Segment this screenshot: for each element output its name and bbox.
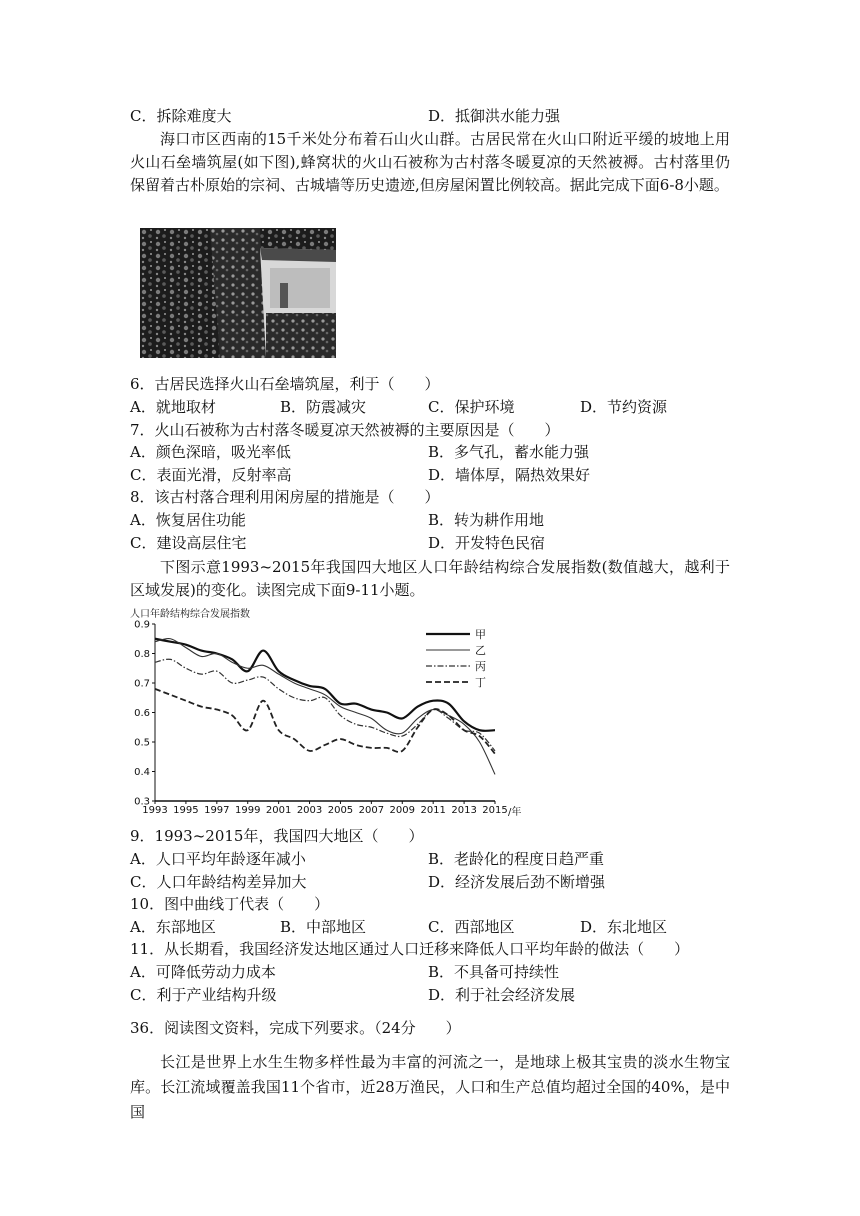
q8-option-d: D．开发特色民宿: [428, 534, 546, 552]
legend-label-4: 丁: [475, 676, 486, 689]
q6-option-a: A．就地取材: [130, 398, 216, 416]
x-tick-label: 1997: [204, 805, 230, 816]
q6-option-c: C．保护环境: [428, 398, 515, 416]
x-tick-label: 2013: [451, 805, 477, 816]
q10-option-d: D．东北地区: [580, 918, 668, 936]
q8-option-b: B．转为耕作用地: [428, 511, 545, 529]
q7-option-c: C．表面光滑，反射率高: [130, 466, 292, 484]
x-tick-label: 1995: [173, 805, 199, 816]
x-tick-label: 2007: [358, 805, 385, 816]
y-tick-label: 0.5: [134, 737, 150, 749]
q11-stem: 11．从长期看，我国经济发达地区通过人口迁移来降低人口平均年龄的做法（ ）: [130, 940, 690, 958]
q6-stem: 6．古居民选择火山石垒墙筑屋，利于（ ）: [130, 375, 440, 393]
x-tick-label: 1993: [142, 805, 168, 816]
y-tick-label: 0.3: [134, 796, 150, 808]
q7-options-cd: [130, 465, 730, 485]
q9-option-a: A．人口平均年龄逐年减小: [130, 850, 306, 868]
x-tick-label: 2003: [296, 805, 323, 816]
q10-stem: 10．图中曲线丁代表（ ）: [130, 895, 330, 913]
passage-volcanic-village: 海口市区西南的15千米处分布着石山火山群。古居民常在火山口附近平缓的坡地上用火山石垒墙筑屋(如下图),蜂窝状的火山石被称为古村落冬暖夏凉的天然被褥。古村落里仍保留着古朴原始的宗祠、古城墙等历史遗迹,但房屋闲置比例较高。据此完成下面6-8小题。: [130, 130, 730, 194]
x-tick-label: 2001: [265, 805, 292, 816]
q11-option-a: A．可降低劳动力成本: [130, 963, 276, 981]
q11-options-cd: [130, 985, 730, 1005]
legend-label-2: 乙: [475, 644, 486, 657]
q9-option-d: D．经济发展后劲不断增强: [428, 873, 606, 891]
chart-series: [155, 639, 495, 775]
passage-age-structure: 下图示意1993~2015年我国四大地区人口年龄结构综合发展指数(数值越大，越利于区域发展)的变化。读图完成下面9-11小题。: [130, 558, 730, 599]
q36-stem: 36．阅读图文资料，完成下列要求。（24分 ）: [130, 1019, 461, 1037]
y-axis-label: 人口年龄结构综合发展指数: [130, 609, 250, 620]
stone-wall-illustration: [140, 228, 336, 358]
q9-stem: 9．1993~2015年，我国四大地区（ ）: [130, 827, 424, 845]
chart-legend: [426, 628, 486, 689]
x-tick-label: 1999: [235, 805, 261, 816]
q8-option-c: C．建设高层住宅: [130, 534, 247, 552]
q7-option-a: A．颜色深暗，吸光率低: [130, 443, 291, 461]
q7-option-d: D．墙体厚，隔热效果好: [428, 466, 591, 484]
legend-label-3: 丙: [475, 660, 486, 673]
x-tick-label: 2009: [389, 805, 415, 816]
q11-option-b: B．不具备可持续性: [428, 963, 560, 981]
x-axis-unit-label: /年: [508, 807, 522, 818]
series-line-3: [155, 659, 495, 751]
y-tick-label: 0.7: [134, 678, 150, 690]
x-tick-labels: [142, 801, 507, 816]
y-tick-label: 0.6: [134, 708, 150, 719]
q6-option-d: D．节约资源: [580, 398, 668, 416]
q6-option-b: B．防震减灾: [280, 398, 367, 416]
series-line-2: [155, 639, 495, 775]
q5-option-c: C．拆除难度大: [130, 107, 232, 125]
legend-label-1: 甲: [475, 628, 486, 641]
q10-option-a: A．东部地区: [130, 918, 216, 936]
q8-options-cd: [130, 533, 730, 553]
y-tick-label: 0.9: [134, 619, 150, 631]
q6-options: [130, 397, 730, 417]
q9-option-c: C．人口年龄结构差异加大: [130, 873, 307, 891]
q10-option-b: B．中部地区: [280, 918, 367, 936]
q9-options-cd: [130, 872, 730, 892]
q8-stem: 8．该古村落合理利用闲房屋的措施是（ ）: [130, 488, 440, 506]
q7-options-ab: [130, 442, 730, 462]
series-line-4: [155, 689, 495, 754]
x-tick-label: 2011: [420, 805, 446, 816]
series-line-1: [155, 639, 495, 731]
y-tick-label: 0.8: [134, 649, 150, 660]
q10-options: [130, 917, 730, 937]
q9-options-ab: [130, 849, 730, 869]
q9-option-b: B．老龄化的程度日趋严重: [428, 850, 605, 868]
volcanic-stone-house-photo: [140, 228, 336, 358]
y-tick-labels: [134, 620, 155, 808]
q7-option-b: B．多气孔，蓄水能力强: [428, 443, 590, 461]
q10-option-c: C．西部地区: [428, 918, 515, 936]
passage-yangtze: 长江是世界上水生生物多样性最为丰富的河流之一，是地球上极其宝贵的淡水生物宝库。长江流域覆盖我国11个省市，近28万渔民，人口和生产总值均超过全国的40%，是中国: [130, 1053, 730, 1121]
q5-options: [130, 106, 730, 126]
age-structure-line-chart: [118, 602, 528, 820]
q11-option-d: D．利于社会经济发展: [428, 986, 576, 1004]
q11-options-ab: [130, 962, 730, 982]
q8-options-ab: [130, 510, 730, 530]
q8-option-a: A．恢复居住功能: [130, 511, 246, 529]
x-tick-label: 2005: [327, 805, 354, 816]
q7-stem: 7．火山石被称为古村落冬暖夏凉天然被褥的主要原因是（ ）: [130, 421, 560, 439]
q11-option-c: C．利于产业结构升级: [130, 986, 277, 1004]
q5-option-d: D．抵御洪水能力强: [428, 107, 561, 125]
x-tick-label: 2015: [482, 805, 508, 816]
y-tick-label: 0.4: [134, 767, 150, 778]
